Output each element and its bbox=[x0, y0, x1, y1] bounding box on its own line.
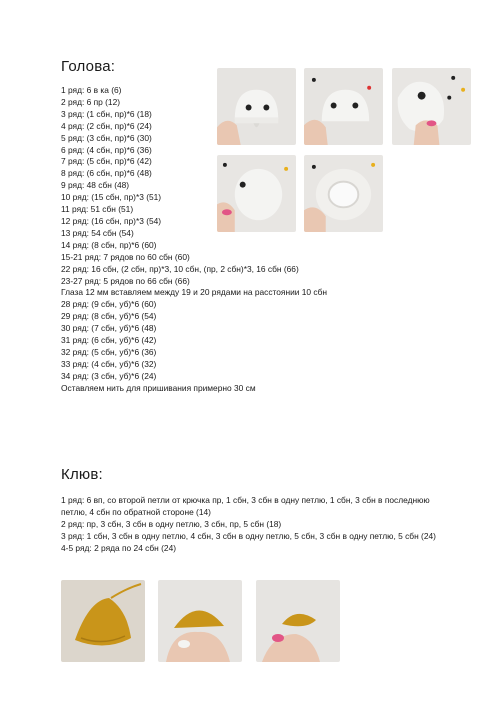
pattern-row: 13 ряд: 54 сбн (54) bbox=[61, 227, 134, 238]
photo-beak-flat bbox=[61, 580, 145, 662]
photo-head-side bbox=[304, 68, 383, 145]
pattern-row: 5 ряд: (3 сбн, пр)*6 (30) bbox=[61, 132, 152, 143]
pattern-row: 28 ряд: (9 сбн, уб)*6 (60) bbox=[61, 299, 157, 310]
pattern-row: Глаза 12 мм вставляем между 19 и 20 рядами на расстоянии 10 сбн bbox=[61, 287, 328, 298]
photo-beak-hand bbox=[158, 580, 242, 662]
photo-head-bottom-opening bbox=[304, 155, 383, 232]
pattern-row: 8 ряд: (6 сбн, пр)*6 (48) bbox=[61, 168, 152, 179]
pattern-row: 14 ряд: (8 сбн, пр)*6 (60) bbox=[61, 239, 157, 250]
pattern-row: 11 ряд: 51 сбн (51) bbox=[61, 204, 134, 215]
pattern-row: 23-27 ряд: 5 рядов по 66 сбн (66) bbox=[61, 275, 190, 286]
photo-beak-side bbox=[256, 580, 340, 662]
section-title-head: Голова: bbox=[61, 58, 116, 75]
pattern-row: 33 ряд: (4 сбн, уб)*6 (32) bbox=[61, 358, 157, 369]
pattern-row: 10 ряд: (15 сбн, пр)*3 (51) bbox=[61, 192, 162, 203]
pattern-row: 7 ряд: (5 сбн, пр)*6 (42) bbox=[61, 156, 152, 167]
section-title-beak: Клюв: bbox=[61, 466, 103, 483]
pattern-row: 3 ряд: 1 сбн, 3 сбн в одну петлю, 4 сбн, 3 сбн в одну петлю, 5 сбн, 3 сбн в одну петлю, 5 сбн (24) bbox=[61, 530, 436, 541]
pattern-row: 2 ряд: пр, 3 сбн, 3 сбн в одну петлю, 3 сбн, пр, 5 сбн (18) bbox=[61, 518, 282, 529]
pattern-row: 1 ряд: 6 вп, со второй петли от крючка пр, 1 сбн, 3 сбн в одну петлю, 1 сбн, 3 сбн в последнюю петлю, 4 сбн по обратной стороне (14) bbox=[61, 495, 430, 517]
pattern-row: 1 ряд: 6 в ка (6) bbox=[61, 85, 122, 95]
photo-head-front bbox=[217, 68, 296, 145]
beak-pattern-rows bbox=[61, 495, 446, 555]
pattern-row: 32 ряд: (5 сбн, уб)*6 (36) bbox=[61, 346, 157, 357]
pattern-row: 29 ряд: (8 сбн, уб)*6 (54) bbox=[61, 311, 157, 322]
pattern-row: 6 ряд: (4 сбн, пр)*6 (36) bbox=[61, 144, 152, 155]
pattern-row: 9 ряд: 48 сбн (48) bbox=[61, 180, 130, 191]
pattern-row: 15-21 ряд: 7 рядов по 60 сбн (60) bbox=[61, 251, 190, 262]
pattern-row: 3 ряд: (1 сбн, пр)*6 (18) bbox=[61, 108, 152, 119]
pattern-row: 12 ряд: (16 сбн, пр)*3 (54) bbox=[61, 215, 162, 226]
pattern-row: 2 ряд: 6 пр (12) bbox=[61, 96, 121, 107]
pattern-row: 22 ряд: 16 сбн, (2 сбн, пр)*3, 10 сбн, (пр, 2 сбн)*3, 16 сбн (66) bbox=[61, 263, 299, 274]
pattern-row: 4 ряд: (2 сбн, пр)*6 (24) bbox=[61, 120, 152, 131]
photo-head-back bbox=[217, 155, 296, 232]
pattern-row: 34 ряд: (3 сбн, уб)*6 (24) bbox=[61, 370, 157, 381]
pattern-row: 4-5 ряд: 2 ряда по 24 сбн (24) bbox=[61, 542, 177, 553]
pattern-row: 30 ряд: (7 сбн, уб)*6 (48) bbox=[61, 323, 157, 334]
photo-head-top bbox=[392, 68, 471, 145]
pattern-row: 31 ряд: (6 сбн, уб)*6 (42) bbox=[61, 335, 157, 346]
pattern-row: Оставляем нить для пришивания примерно 30 см bbox=[61, 382, 256, 393]
